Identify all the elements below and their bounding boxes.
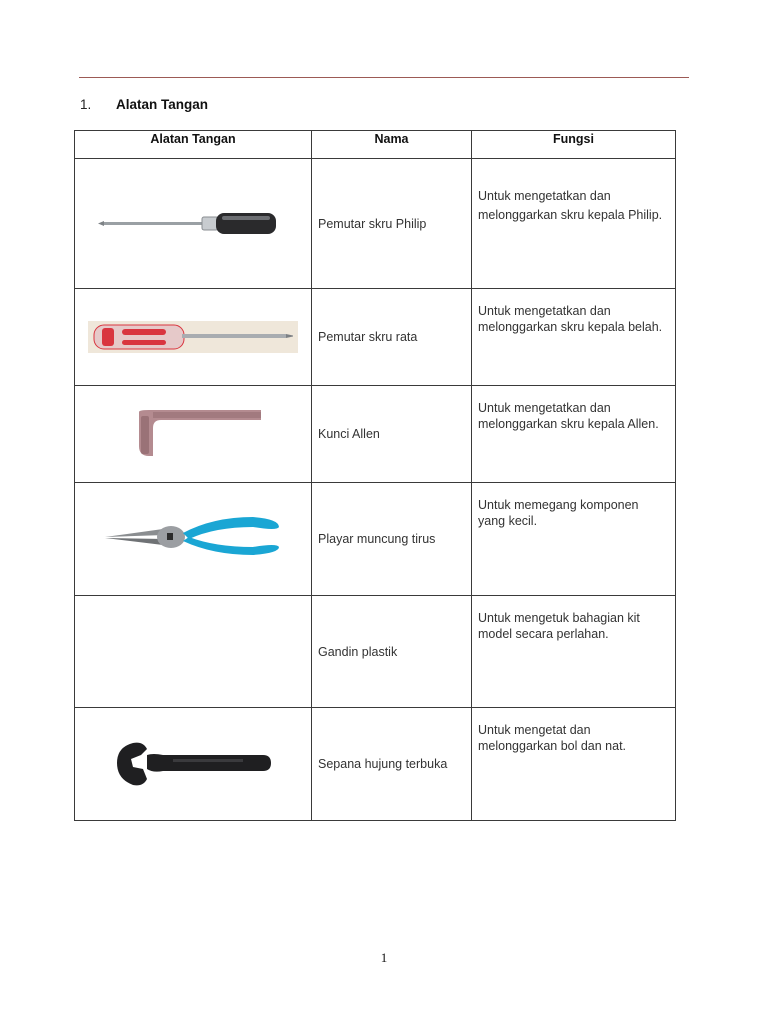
tool-name: Kunci Allen [312,386,472,483]
tool-image-cell [75,289,312,386]
tool-name: Pemutar skru rata [312,289,472,386]
table-row [75,159,676,289]
tool-name: Gandin plastik [312,596,472,708]
header-fungsi: Fungsi [472,131,676,159]
page-number: 1 [380,950,388,965]
needle-nose-pliers-icon [103,511,283,567]
table-row [75,596,676,708]
image-overlap-mask [111,617,275,623]
table-row [75,289,676,386]
tool-name: Pemutar skru Philip [312,159,472,289]
philips-screwdriver-icon [98,204,288,244]
header-alatan: Alatan Tangan [75,131,312,159]
tool-image-cell [75,386,312,483]
tool-name: Sepana hujung terbuka [312,708,472,821]
table-row [75,386,676,483]
allen-key-icon [123,406,263,462]
tool-image-cell [75,159,312,289]
tool-function: Untuk memegang komponen yang kecil. [472,483,676,596]
tools-table [74,130,676,821]
section-number: 1. [80,97,92,112]
header-rule [79,77,689,78]
flat-screwdriver-icon [88,315,298,359]
section-title: Alatan Tangan [116,97,209,112]
tool-image-cell [75,708,312,821]
header-nama: Nama [312,131,472,159]
tool-function: Untuk mengetat dan melonggarkan bol dan nat. [472,708,676,821]
tool-function: Untuk mengetatkan dan melonggarkan skru kepala belah. [472,289,676,386]
table-header-row [75,131,676,159]
tool-function: Untuk mengetatkan dan melonggarkan skru kepala Allen. [472,386,676,483]
table-row [75,708,676,821]
table-row [75,483,676,596]
tool-image-cell [75,596,312,708]
open-end-wrench-icon [113,739,273,789]
tool-image-cell [75,483,312,596]
tool-function: Untuk mengetuk bahagian kit model secara perlahan. [472,596,676,708]
tool-name: Playar muncung tirus [312,483,472,596]
tool-function: Untuk mengetatkan dan melonggarkan skru kepala Philip. [472,159,676,289]
section-heading [80,97,208,112]
